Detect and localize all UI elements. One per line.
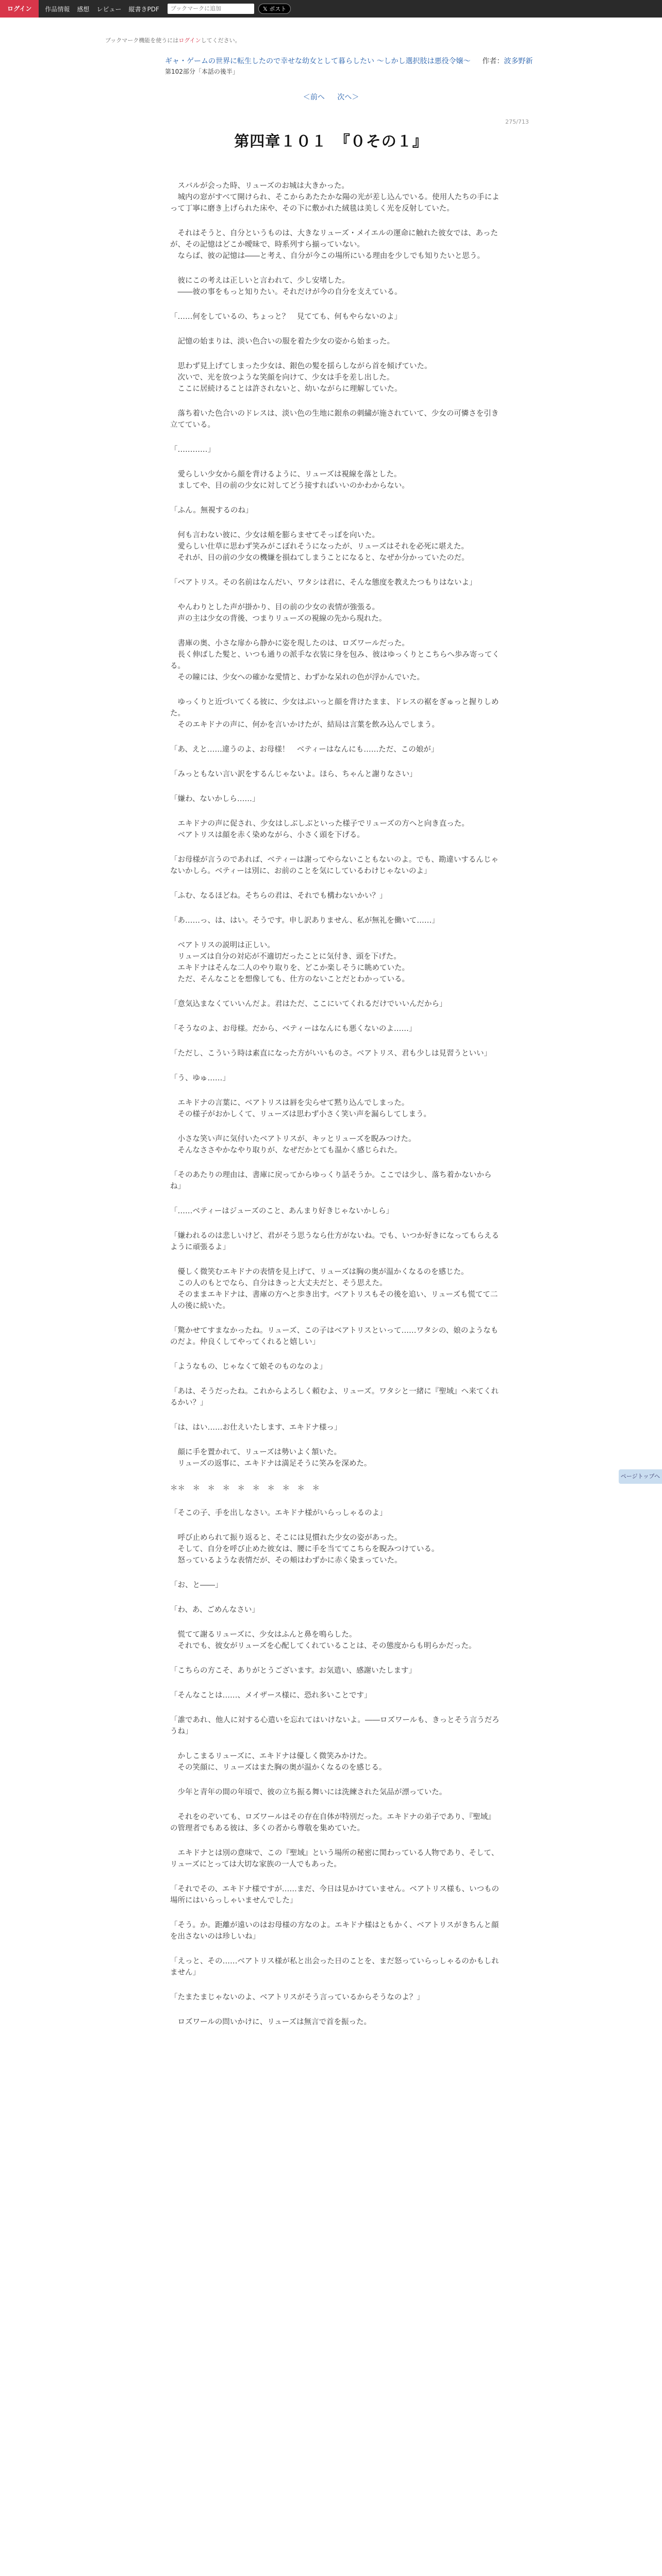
paragraph: ＊＊ ＊ ＊ ＊ ＊ ＊ ＊ ＊ ＊ ＊ (170, 1484, 320, 1493)
paragraph-gap (170, 1591, 500, 1604)
paragraph: やんわりとした声が掛かり、目の前の少女の表情が強張る。 (170, 603, 379, 612)
paragraph-gap (170, 1798, 500, 1811)
paragraph: 「う、ゆゅ……」 (170, 1074, 230, 1082)
paragraph: そんなささやかなやり取りが、なぜだかとても温かく感じられた。 (170, 1146, 402, 1155)
page-counter: 275/713 (505, 118, 529, 125)
paragraph: 「たまたまじゃないのよ、ベアトリスがそう言っているからそうなのよ？」 (170, 1993, 424, 2002)
paragraph-gap (170, 1433, 500, 1447)
paragraph: 声の主は少女の背後、つまりリューズの視線の先から現れた。 (170, 615, 387, 623)
paragraph: 落ち着いた色合いのドレスは、淡い色の生地に銀糸の刺繍が施されていて、少女の可憐さを引き立てている。 (170, 410, 499, 429)
paragraph: 記憶の始まりは、淡い色合いの服を着た少女の姿から始まった。 (170, 337, 394, 346)
paragraph-gap (170, 431, 500, 444)
paragraph: 「えっと、その……ベアトリス様が私と出会った日のことを、まだ怒っていらっしゃるのかもしれません」 (170, 1957, 499, 1977)
paragraph-gap (170, 2003, 500, 2016)
paragraph-gap (170, 1469, 500, 1483)
bookmark-add-button[interactable]: ブックマークに追加 (168, 4, 254, 14)
paragraph: 思わず見上げてしまった少女は、銀色の髪を揺らしながら首を傾げていた。 (170, 362, 432, 370)
bookmark-login-notice (105, 36, 241, 44)
paragraph-gap (170, 1084, 500, 1097)
paragraph: 「みっともない言い訳をするんじゃないよ。ほら、ちゃんと謝りなさい」 (170, 770, 417, 778)
paragraph: 「そのあたりの理由は、書庫に戻ってからゆっくり話そうか。ここでは少し、落ち着かないからね」 (170, 1171, 492, 1191)
paragraph: スバルが会った時、リューズのお城は大きかった。 (170, 182, 349, 190)
paragraph: 長く伸ばした髪と、いつも通りの派手な衣装に身を包み、彼はゆっくりとこちらへ歩み寄ってくる。 (170, 651, 500, 670)
notice-text-suffix: してください。 (201, 37, 241, 44)
paragraph: 「ベアトリス。その名前はなんだい、ワタシは君に、そんな態度を教えたつもりはないよ」 (170, 579, 477, 587)
paragraph: 「あ、えと……違うのよ、お母様！ ベティーはなんにも……ただ、この娘が」 (170, 745, 439, 754)
paragraph-gap (170, 1409, 500, 1422)
prev-chapter-link[interactable]: ＜前へ (303, 93, 325, 101)
paragraph: 「嫌われるのは悲しいけど、君がそう思うなら仕方がないね。でも、いつか好きになってもらえるように頑張るよ」 (170, 1232, 499, 1251)
paragraph-gap (170, 1253, 500, 1266)
paragraph: 書庫の奥、小さな扉から静かに姿を現したのは、ロズワールだった。 (170, 639, 409, 648)
paragraph-gap (170, 298, 500, 311)
paragraph-gap (170, 755, 500, 769)
paragraph: 「そこの子、手を出しなさい。エキドナ様がいらっしゃるのよ」 (170, 1509, 387, 1517)
paragraph: それはそうと、自分というものは、大きなリューズ・メイエルの運命に触れた彼女では、あったが、その記憶はどこか曖昧で、時系列すら揃っていない。 (170, 229, 498, 249)
paragraph: ロズワールの問いかけに、リューズは無言で首を振った。 (170, 2018, 372, 2026)
paragraph: 「こちらの方こそ、ありがとうございます。お気遣い、感謝いたします」 (170, 1667, 417, 1675)
paragraph: そして、自分を呼び止めた彼女は、腰に手を当ててこちらを睨みつけている。 (170, 1545, 439, 1553)
paragraph-gap (170, 1701, 500, 1715)
paragraph: ここに居続けることは許されないと、幼いながらに理解していた。 (170, 385, 402, 393)
paragraph: その様子がおかしくて、リューズは思わず小さく笑い声を漏らしてしまう。 (170, 1110, 432, 1118)
top-menu (45, 5, 159, 13)
paragraph-gap (170, 780, 500, 793)
paragraph: 「わ、あ、ごめんなさい」 (170, 1606, 259, 1614)
top-navigation-bar (0, 0, 662, 18)
paragraph-gap (170, 902, 500, 915)
paragraph-gap (170, 1834, 500, 1848)
paragraph-gap (170, 1737, 500, 1751)
paragraph-gap (170, 516, 500, 530)
paragraph: 城内の窓がすべて開けられ、そこからあたたかな陽の光が差し込んでいる。使用人たちの手によって丁寧に磨き上げられた床や、その下に敷かれた絨毯は美しく光を反射していた。 (170, 193, 500, 213)
paragraph: 「そんなことは……、メイザース様に、恐れ多いことです」 (170, 1691, 372, 1700)
paragraph: 「それでその、エキドナ様ですが……まだ、今日は見かけていません。ベアトリス様も、いつもの場所にはいらっしゃいませんでした」 (170, 1885, 499, 1905)
paragraph-gap (170, 731, 500, 744)
notice-login-link[interactable]: ログイン (178, 37, 201, 44)
paragraph-gap (170, 1059, 500, 1073)
paragraph: それが、目の前の少女の機嫌を損ねてしまうことになると、なぜか分かっていたのだ。 (170, 554, 469, 562)
paragraph: 呼び止められて振り返ると、そこには見慣れた少女の姿があった。 (170, 1534, 402, 1542)
paragraph-gap (170, 1217, 500, 1230)
menu-item-pdf[interactable]: 縦書きPDF (128, 5, 159, 13)
paragraph-gap (170, 1652, 500, 1665)
pager-top (0, 92, 662, 102)
paragraph: その笑顔に、リューズはまた胸の奥が温かくなるのを感じる。 (170, 1764, 387, 1772)
series-header (165, 56, 533, 66)
paragraph-gap (170, 624, 500, 638)
paragraph: ならば、彼の記憶は――と考え、自分が今この場所にいる理由を少しでも知りたいと思う。 (170, 252, 485, 260)
paragraph: 「お、と――」 (170, 1581, 223, 1589)
chapter-number: 第102部分「本話の後半」 (165, 68, 239, 75)
paragraph-gap (170, 1120, 500, 1133)
paragraph: それでも、彼女がリューズを心配してくれていることは、その態度からも明らかだった。 (170, 1642, 476, 1650)
paragraph-gap (170, 1010, 500, 1023)
chapter-title: 第四章１０１ 『０その１』 (234, 132, 428, 150)
paragraph: かしこまるリューズに、エキドナは優しく微笑みかけた。 (170, 1752, 372, 1760)
paragraph-gap (170, 1870, 500, 1884)
paragraph: 慌てて謝るリューズに、少女はふんと鼻を鳴らした。 (170, 1631, 357, 1639)
paragraph: ――彼の事をもっと知りたい。それだけが今の自分を支えている。 (170, 288, 402, 296)
menu-item-review[interactable]: レビュー (96, 5, 122, 13)
novel-body (170, 180, 500, 2028)
paragraph-gap (170, 985, 500, 998)
paragraph: エキドナはそんな二人のやり取りを、どこか楽しそうに眺めていた。 (170, 964, 409, 972)
menu-item-novel-info[interactable]: 作品情報 (45, 5, 70, 13)
paragraph: 「あは、そうだったね。これからよろしく頼むよ、リューズ。ワタシと一緒に『聖域』へ来てくれるかい？」 (170, 1387, 499, 1407)
paragraph: 「お母様が言うのであれば、ベティーは謝ってやらないこともないのよ。でも、勘違いするんじゃないかしら。ベティーは別に、お前のことを気にしているわけじゃないのよ」 (170, 856, 499, 875)
paragraph-gap (170, 395, 500, 408)
author-link[interactable]: 波多野新 (504, 57, 533, 65)
paragraph-gap (170, 1372, 500, 1386)
paragraph-gap (170, 323, 500, 336)
paragraph: 「嫌わ、ないかしら……」 (170, 795, 260, 803)
paragraph-gap (170, 455, 500, 469)
paragraph: その瞳には、少女への確かな愛情と、わずかな呆れの色が浮かんでいた。 (170, 673, 424, 682)
notice-text: ブックマーク機能を使うには (105, 37, 179, 44)
paragraph: 「は、はい……お仕えいたします、エキドナ様っ」 (170, 1423, 342, 1432)
paragraph: 次いで、光を放つような笑顔を向けて、少女は手を差し出した。 (170, 374, 394, 382)
paragraph-gap (170, 1773, 500, 1787)
paragraph: 「誰であれ、他人に対する心遣いを忘れてはいけないよ。――ロズワールも、きっとそう言うだろうね」 (170, 1716, 500, 1736)
paragraph: 何も言わない彼に、少女は頬を膨らませてそっぽを向いた。 (170, 531, 379, 539)
paragraph-gap (170, 1942, 500, 1956)
paragraph-gap (170, 1906, 500, 1920)
paragraph-gap (170, 877, 500, 890)
paragraph: 「…………」 (170, 446, 215, 454)
paragraph: リューズは自分の対応が不適切だったことに気付き、頭を下げた。 (170, 953, 401, 961)
paragraph-gap (170, 588, 500, 602)
paragraph-gap (170, 347, 500, 361)
paragraph: エキドナの声に促され、少女はしぶしぶといった様子でリューズの方へと向き直った。 (170, 820, 469, 828)
login-button[interactable]: ログイン (0, 0, 39, 18)
paragraph-gap (170, 492, 500, 505)
paragraph: 「……ベティーはジューズのこと、あんまり好きじゃないかしら」 (170, 1207, 393, 1215)
paragraph: 「ふん。無視するのね」 (170, 506, 253, 515)
paragraph-gap (170, 1156, 500, 1170)
author-label: 作者： (482, 57, 504, 65)
series-separator (473, 57, 480, 65)
paragraph: ましてや、目の前の少女に対してどう接すればいいのかわからない。 (170, 482, 409, 490)
paragraph-gap (170, 262, 500, 275)
paragraph-gap (170, 1348, 500, 1361)
next-chapter-link[interactable]: 次へ＞ (337, 93, 359, 101)
paragraph-gap (170, 841, 500, 854)
page-top-button[interactable]: ページトップへ (619, 1469, 662, 1484)
paragraph: 優しく微笑むエキドナの表情を見上げて、リューズは胸の奥が温かくなるのを感じた。 (170, 1268, 469, 1276)
paragraph-gap (170, 1035, 500, 1048)
paragraph-gap (170, 1616, 500, 1629)
paragraph: 「そう。か。距離が遠いのはお母様の方なのよ。エキドナ様はともかく、ベアトリスがきちんと顔を出さないのは珍しいね」 (170, 1921, 499, 1941)
paragraph: 「ただし、こういう時は素直になった方がいいものさ。ベアトリス、君も少しは見習うといい」 (170, 1049, 492, 1058)
paragraph: 彼にこの考えは正しいと言われて、少し安堵した。 (170, 277, 350, 285)
paragraph-gap (170, 214, 500, 228)
paragraph: エキドナの言葉に、ベアトリスは唇を尖らせて黙り込んでしまった。 (170, 1099, 409, 1107)
paragraph: リューズの返事に、エキドナは満足そうに笑みを深めた。 (170, 1460, 372, 1468)
paragraph: 愛らしい少女から顔を背けるように、リューズは視線を落とした。 (170, 470, 402, 479)
paragraph: 小さな笑い声に気付いたベアトリスが、キッとリューズを睨みつけた。 (170, 1135, 416, 1143)
paragraph: ただ、そんなことを想像しても、仕方のないことだとわかっている。 (170, 975, 409, 984)
paragraph-gap (170, 1978, 500, 1992)
paragraph: 「意気込まなくていいんだよ。君はただ、ここにいてくれるだけでいいんだから」 (170, 1000, 447, 1008)
paragraph: 怒っているような表情だが、その頬はわずかに赤く染まっていた。 (170, 1556, 402, 1565)
paragraph: ゆっくりと近づいてくる彼に、少女はぷいっと顔を背けたまま、ドレスの裾をぎゅっと握りしめた。 (170, 698, 499, 718)
menu-item-reviews[interactable]: 感想 (77, 5, 90, 13)
paragraph: 顔に手を置かれて、リューズは勢いよく頷いた。 (170, 1448, 342, 1456)
paragraph-gap (170, 1676, 500, 1690)
paragraph: 少年と青年の間の年頃で、彼の立ち振る舞いには洗練された気品が漂っていた。 (170, 1788, 447, 1797)
paragraph: この人のもとでなら、自分はきっと大丈夫だと、そう思えた。 (170, 1279, 387, 1287)
paragraph: そのままエキドナは、書庫の方へと歩き出す。ベアトリスもその後を追い、リューズも慌てて二人の後に続いた。 (170, 1291, 498, 1310)
paragraph: ベアトリスは顔を赤く染めながら、小さく頭を下げる。 (170, 831, 365, 839)
paragraph: それをのぞいても、ロズワールはその存在自体が特別だった。エキドナの弟子であり、『聖域』の管理者でもある彼は、多くの者から尊敬を集めていた。 (170, 1813, 495, 1833)
paragraph-gap (170, 1519, 500, 1532)
paragraph: 愛らしい仕草に思わず笑みがこぼれそうになったが、リューズはそれを必死に堪えた。 (170, 543, 469, 551)
paragraph: 「そうなのよ、お母様。だから、ベティーはなんにも悪くないのよ……」 (170, 1025, 417, 1033)
paragraph: 「……何をしているの、ちょっと？ 見てても、何もやらないのよ」 (170, 313, 402, 321)
paragraph: 「驚かせてすまなかったね。リューズ、この子はベアトリスといって……ワタシの、娘のようなものだよ。仲良くしてやってくれると嬉しい」 (170, 1327, 499, 1346)
paragraph-gap (170, 1566, 500, 1580)
paragraph: 「ようなもの、じゃなくて娘そのものなのよ」 (170, 1363, 327, 1371)
paragraph-gap (170, 1192, 500, 1206)
paragraph: 「あ……っ、は、はい。そうです。申し訳ありません、私が無礼を働いて……」 (170, 917, 439, 925)
paragraph-gap (170, 1312, 500, 1325)
paragraph-gap (170, 805, 500, 818)
paragraph: エキドナとは別の意味で、この『聖域』という場所の秘密に関わっている人物であり、そして、リューズにとっては大切な家族の一人でもあった。 (170, 1849, 499, 1869)
paragraph-gap (170, 926, 500, 940)
paragraph-gap (170, 1494, 500, 1507)
paragraph: ベアトリスの説明は正しい。 (170, 941, 275, 950)
series-title-link[interactable]: ギャ・ゲームの世界に転生したので幸せな幼女として暮らしたい 〜しかし選択肢は悪役令嬢〜 (165, 57, 471, 65)
paragraph-gap (170, 564, 500, 577)
paragraph-gap (170, 683, 500, 697)
paragraph: 「ふむ、なるほどね。そちらの君は、それでも構わないかい？」 (170, 892, 387, 900)
paragraph: そのエキドナの声に、何かを言いかけたが、結局は言葉を飲み込んでしまう。 (170, 721, 439, 729)
x-post-button[interactable]: 𝕏 ポスト (258, 4, 291, 14)
